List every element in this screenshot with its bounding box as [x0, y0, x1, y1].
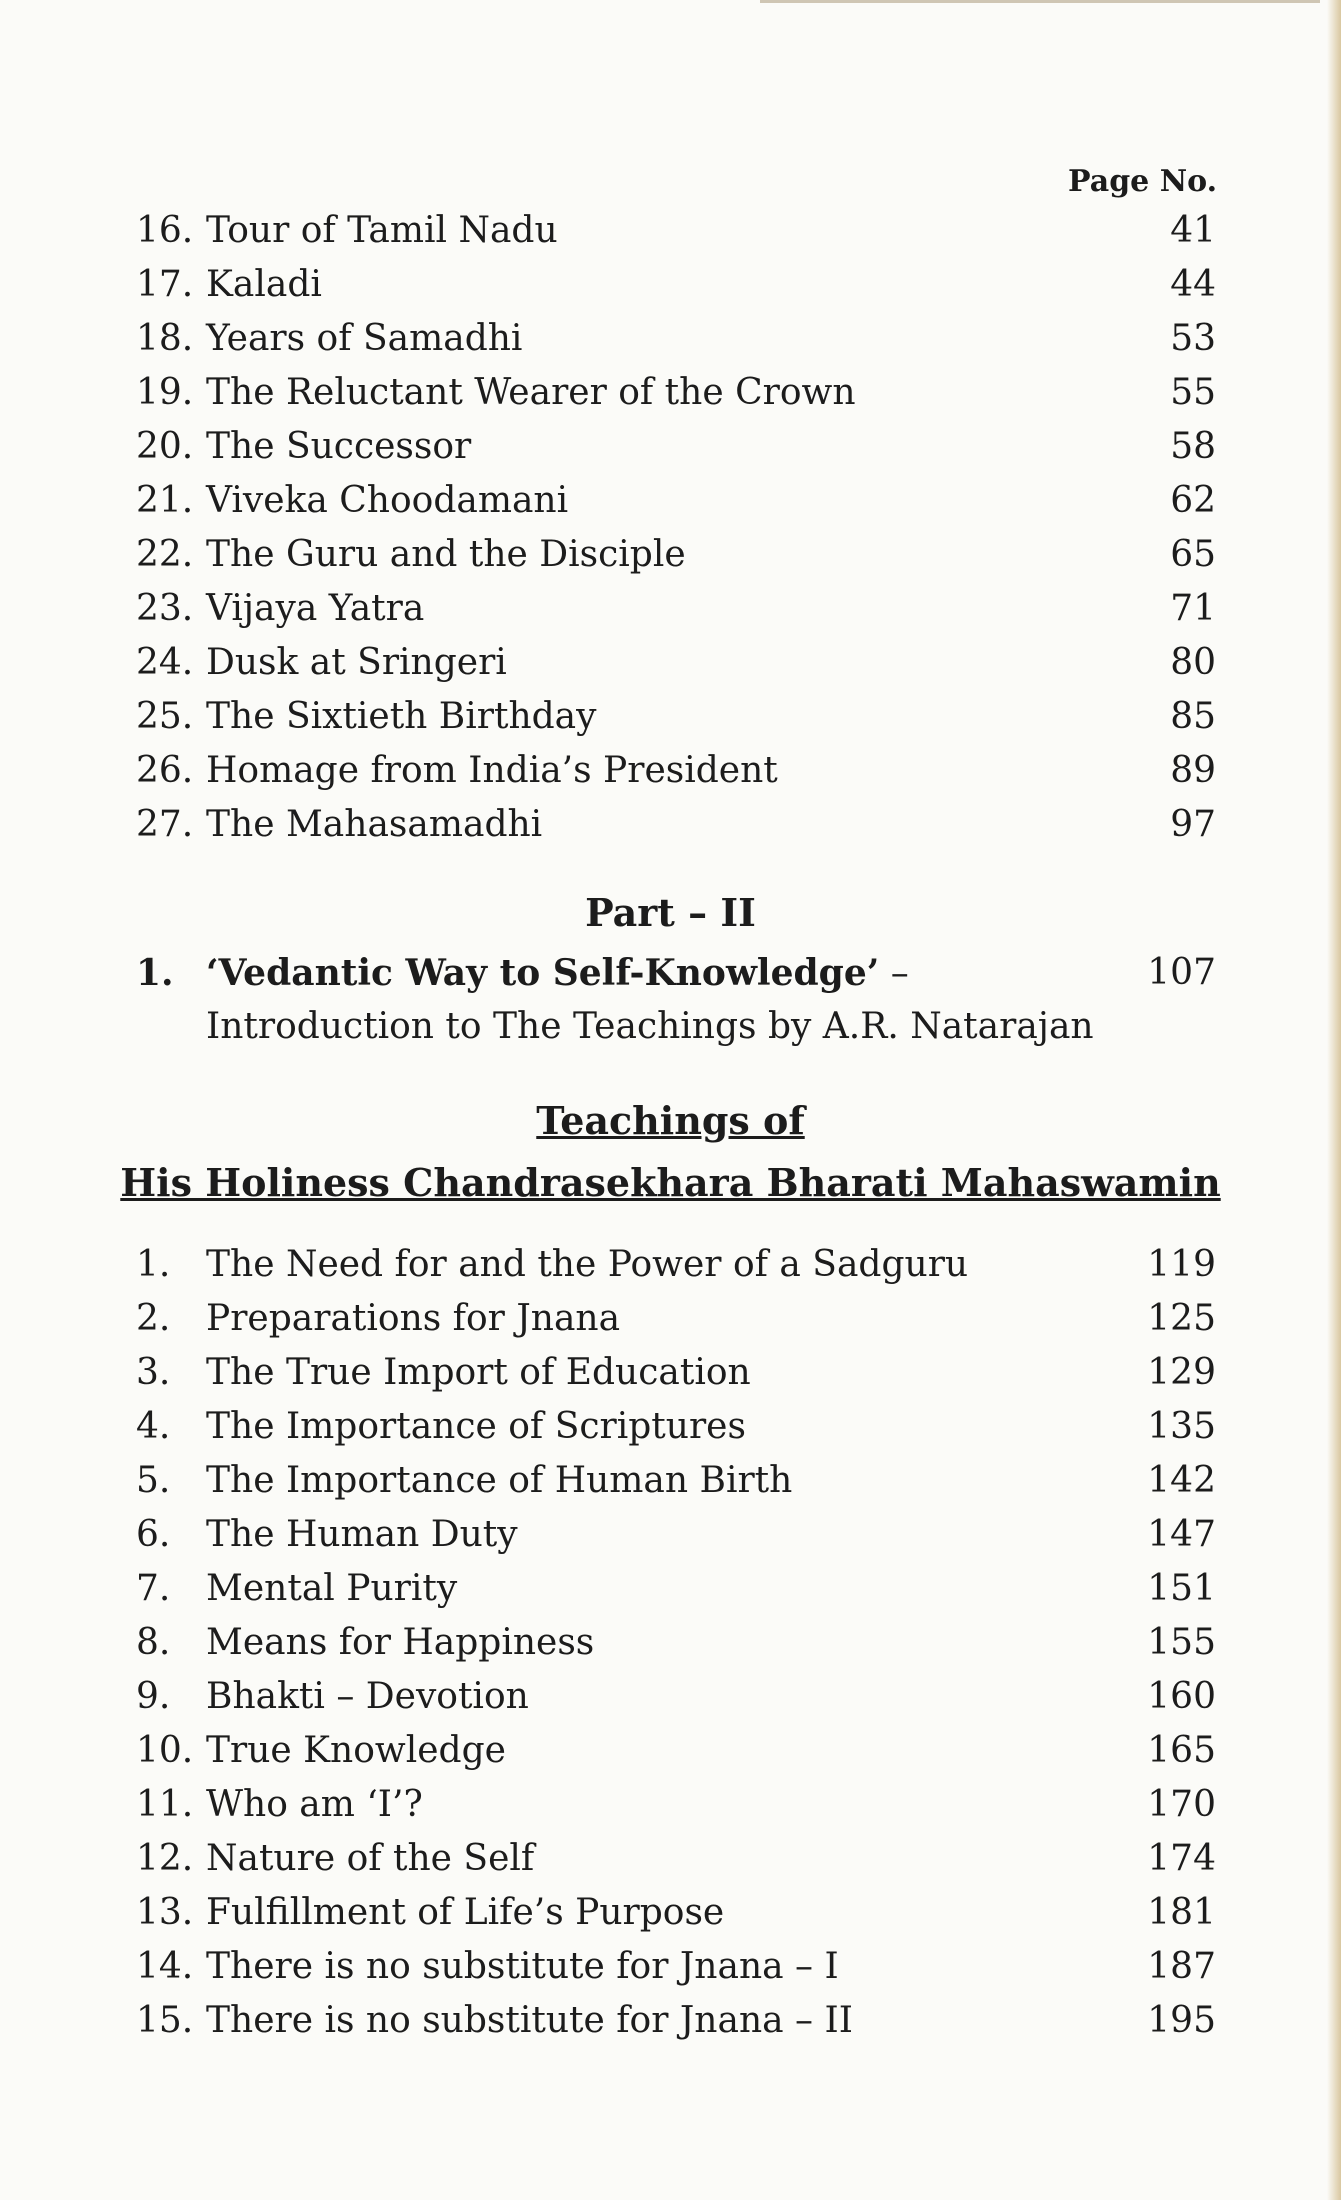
- entry-number: 26.: [136, 750, 194, 791]
- entry-page: 174: [1147, 1838, 1216, 1879]
- toc-entry: [136, 204, 1216, 258]
- entry-number: 14.: [136, 1946, 194, 1987]
- entry-page: 151: [1147, 1568, 1216, 1609]
- page-edge-line: [760, 0, 1320, 3]
- teaching-entry: [136, 1886, 1216, 1940]
- toc-entry: [136, 798, 1216, 852]
- entry-number: 22.: [136, 534, 194, 575]
- entry-title: Dusk at Sringeri: [206, 642, 507, 683]
- entry-page: 107: [1147, 952, 1216, 993]
- entry-title: Viveka Choodamani: [206, 480, 569, 521]
- entry-number: 19.: [136, 372, 194, 413]
- entry-page: 85: [1170, 696, 1216, 737]
- entry-page: 71: [1170, 588, 1216, 629]
- entry-page: 119: [1147, 1244, 1216, 1285]
- entry-title: Vijaya Yatra: [206, 588, 425, 629]
- entry-title: Who am ‘I’?: [206, 1784, 423, 1825]
- entry-page: 65: [1170, 534, 1216, 575]
- teaching-entry: [136, 1238, 1216, 1292]
- teaching-entry: [136, 1292, 1216, 1346]
- entry-title: Kaladi: [206, 264, 322, 305]
- entry-title: The True Import of Education: [206, 1352, 751, 1393]
- entry-title: There is no substitute for Jnana – II: [206, 2000, 853, 2041]
- entry-title: Fulfillment of Life’s Purpose: [206, 1892, 725, 1933]
- entry-title: True Knowledge: [206, 1730, 506, 1771]
- entry-number: 10.: [136, 1730, 194, 1771]
- teaching-entry: [136, 1778, 1216, 1832]
- contents-list-teachings: [136, 1238, 1216, 2048]
- page-no-header: Page No.: [1068, 164, 1218, 199]
- teaching-entry: [136, 1994, 1216, 2048]
- teachings-heading-line1: Teachings of: [536, 1098, 805, 1143]
- toc-entry: [136, 744, 1216, 798]
- entry-number: 21.: [136, 480, 194, 521]
- toc-entry: [136, 366, 1216, 420]
- entry-page: 135: [1147, 1406, 1216, 1447]
- entry-page: 195: [1147, 2000, 1216, 2041]
- entry-number: 20.: [136, 426, 194, 467]
- entry-title: Nature of the Self: [206, 1838, 535, 1879]
- entry-page: 55: [1170, 372, 1216, 413]
- entry-page: 44: [1170, 264, 1216, 305]
- entry-page: 62: [1170, 480, 1216, 521]
- entry-title: The Successor: [206, 426, 472, 467]
- entry-page: 142: [1147, 1460, 1216, 1501]
- entry-number: 23.: [136, 588, 194, 629]
- contents-list-part1: [136, 204, 1216, 852]
- toc-entry: [136, 582, 1216, 636]
- entry-dash: –: [879, 953, 909, 994]
- entry-number: 24.: [136, 642, 194, 683]
- entry-title: The Reluctant Wearer of the Crown: [206, 372, 856, 413]
- entry-title: The Human Duty: [206, 1514, 518, 1555]
- entry-number: 16.: [136, 210, 194, 251]
- entry-number: 1.: [136, 1244, 171, 1285]
- teaching-entry: [136, 1346, 1216, 1400]
- part2-heading: Part – II: [585, 890, 756, 935]
- entry-title: Tour of Tamil Nadu: [206, 210, 558, 251]
- entry-title: Years of Samadhi: [206, 318, 523, 359]
- teaching-entry: [136, 1562, 1216, 1616]
- entry-number: 6.: [136, 1514, 171, 1555]
- teaching-entry: [136, 1454, 1216, 1508]
- teaching-entry: [136, 1508, 1216, 1562]
- entry-page: 80: [1170, 642, 1216, 683]
- entry-title: Means for Happiness: [206, 1622, 595, 1663]
- entry-subtitle: Introduction to The Teachings by A.R. Natarajan: [206, 1006, 1094, 1047]
- entry-number: 18.: [136, 318, 194, 359]
- toc-entry: [136, 690, 1216, 744]
- entry-number: 11.: [136, 1784, 194, 1825]
- entry-page: 155: [1147, 1622, 1216, 1663]
- entry-number: 1.: [136, 952, 174, 994]
- teaching-entry: [136, 1670, 1216, 1724]
- entry-title: Mental Purity: [206, 1568, 458, 1609]
- entry-page: 125: [1147, 1298, 1216, 1339]
- toc-entry: [136, 420, 1216, 474]
- entry-title: ‘Vedantic Way to Self-Knowledge’: [206, 952, 880, 994]
- entry-title: Bhakti – Devotion: [206, 1676, 529, 1717]
- entry-number: 17.: [136, 264, 194, 305]
- entry-page: 170: [1147, 1784, 1216, 1825]
- entry-number: 2.: [136, 1298, 171, 1339]
- entry-title: Preparations for Jnana: [206, 1298, 621, 1339]
- entry-page: 165: [1147, 1730, 1216, 1771]
- entry-title: The Need for and the Power of a Sadguru: [206, 1244, 969, 1285]
- part2-entry: [136, 946, 1216, 1047]
- toc-entry: [136, 636, 1216, 690]
- toc-entry: [136, 258, 1216, 312]
- entry-number: 9.: [136, 1676, 171, 1717]
- teaching-entry: [136, 1724, 1216, 1778]
- entry-number: 15.: [136, 2000, 194, 2041]
- entry-number: 27.: [136, 804, 194, 845]
- entry-page: 53: [1170, 318, 1216, 359]
- entry-page: 160: [1147, 1676, 1216, 1717]
- toc-entry: [136, 528, 1216, 582]
- entry-page: 181: [1147, 1892, 1216, 1933]
- entry-title: There is no substitute for Jnana – I: [206, 1946, 839, 1987]
- entry-page: 187: [1147, 1946, 1216, 1987]
- teaching-entry: [136, 1616, 1216, 1670]
- entry-number: 7.: [136, 1568, 171, 1609]
- entry-number: 25.: [136, 696, 194, 737]
- entry-number: 13.: [136, 1892, 194, 1933]
- teachings-heading-line2: His Holiness Chandrasekhara Bharati Mahaswamin: [120, 1160, 1221, 1205]
- teaching-entry: [136, 1400, 1216, 1454]
- entry-number: 5.: [136, 1460, 171, 1501]
- entry-title: The Importance of Human Birth: [206, 1460, 793, 1501]
- entry-page: 97: [1170, 804, 1216, 845]
- entry-title: The Importance of Scriptures: [206, 1406, 746, 1447]
- entry-number: 4.: [136, 1406, 171, 1447]
- entry-page: 147: [1147, 1514, 1216, 1555]
- teaching-entry: [136, 1832, 1216, 1886]
- toc-entry: [136, 312, 1216, 366]
- entry-title: The Guru and the Disciple: [206, 534, 686, 575]
- entry-page: 41: [1170, 210, 1216, 251]
- entry-title: The Mahasamadhi: [206, 804, 543, 845]
- entry-page: 129: [1147, 1352, 1216, 1393]
- entry-page: 58: [1170, 426, 1216, 467]
- entry-page: 89: [1170, 750, 1216, 791]
- entry-title: Homage from India’s President: [206, 750, 778, 791]
- entry-number: 8.: [136, 1622, 171, 1663]
- entry-number: 12.: [136, 1838, 194, 1879]
- toc-entry: [136, 474, 1216, 528]
- entry-title: The Sixtieth Birthday: [206, 696, 597, 737]
- teaching-entry: [136, 1940, 1216, 1994]
- entry-number: 3.: [136, 1352, 171, 1393]
